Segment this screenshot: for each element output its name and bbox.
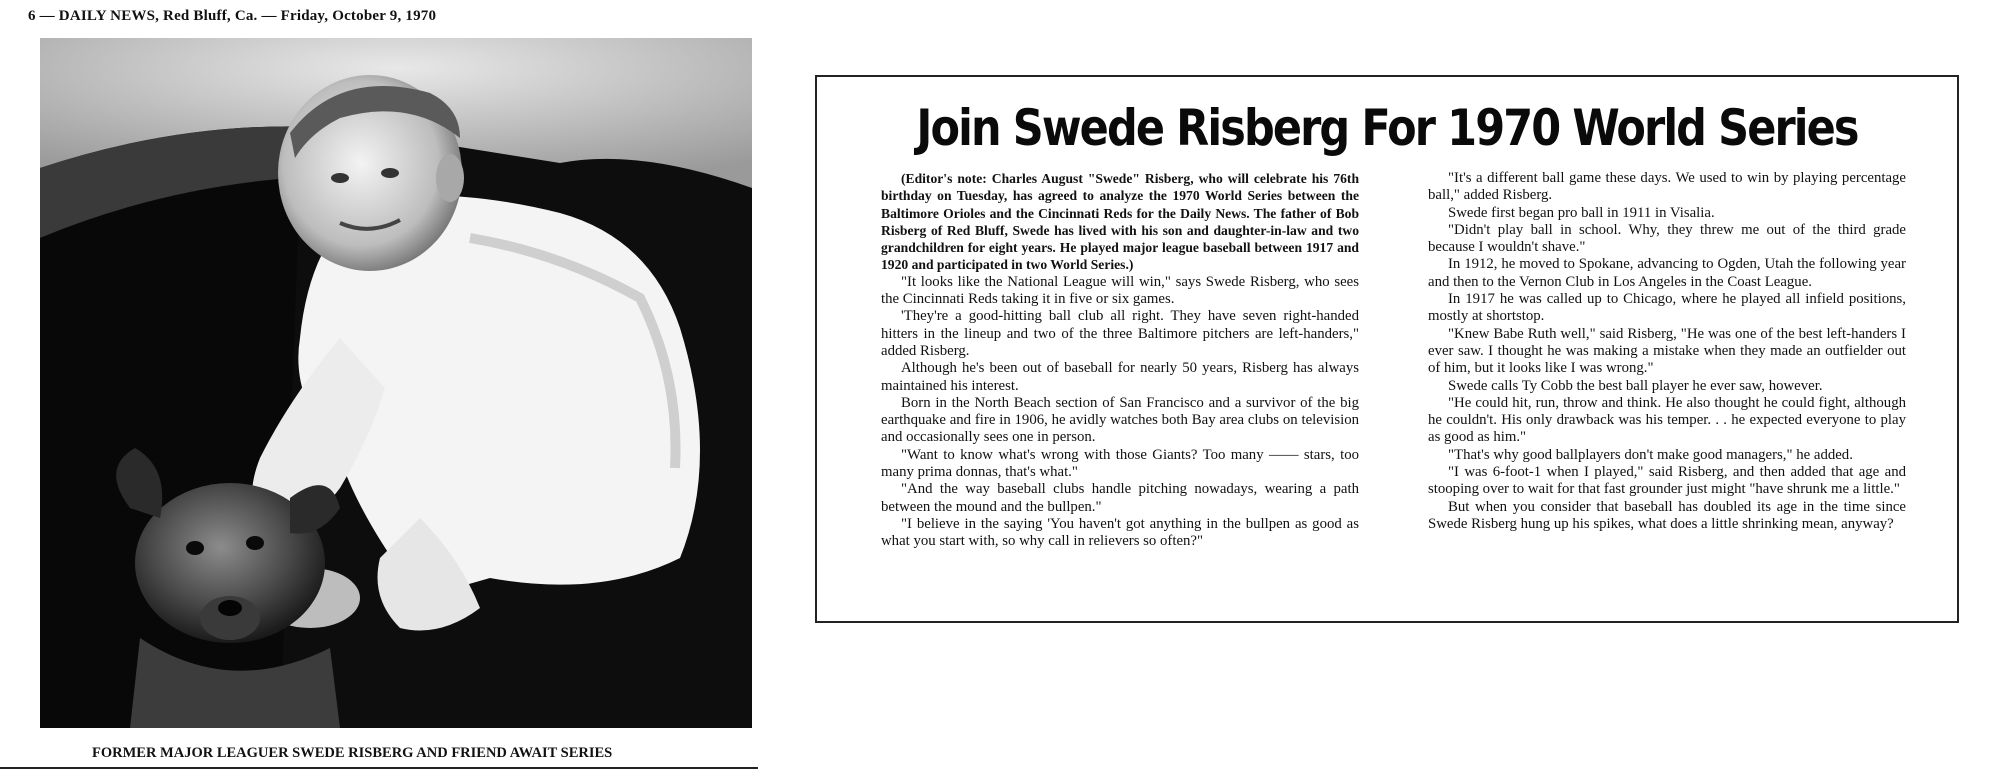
article-box: [815, 75, 1959, 623]
article-headline: Join Swede Risberg For 1970 World Series: [916, 99, 1858, 157]
newspaper-folio: 6 — DAILY NEWS, Red Bluff, Ca. — Friday, October 9, 1970: [28, 8, 437, 24]
article-paragraph: In 1912, he moved to Spokane, advancing to Ogden, Utah the following year and then to the Vernon Club in Los Angeles in the Coast League.: [1428, 256, 1906, 290]
article-paragraph: But when you consider that baseball has doubled its age in the time since Swede Risberg hung up his spikes, what does a little shrinking mean, anyway?: [1428, 498, 1906, 532]
news-photo: [40, 38, 752, 728]
photo-illustration: [40, 38, 752, 728]
article-paragraph: Swede calls Ty Cobb the best ball player he ever saw, however.: [1448, 377, 1823, 394]
article-paragraph: "I was 6-foot-1 when I played," said Risberg, and then added that age and stooping over to wait for that fast grounder just might "have shrunk me a little.": [1428, 464, 1906, 498]
article-paragraph: "And the way baseball clubs handle pitching nowadays, wearing a path between the mound and the bullpen.": [881, 481, 1359, 515]
article-paragraph: "I believe in the saying 'You haven't got anything in the bullpen as good as what you start with, so why call in relievers so often?": [881, 515, 1359, 550]
article-paragraph: "It's a different ball game these days. We used to win by playing percentage ball," added Risberg.: [1428, 170, 1906, 204]
article-paragraph: Although he's been out of baseball for nearly 50 years, Risberg has always maintained his interest.: [881, 360, 1359, 394]
article-column-right: [1428, 170, 1906, 533]
article-column-left: [881, 170, 1359, 551]
article-paragraph: "It looks like the National League will win," says Swede Risberg, who sees the Cincinnati Reds taking it in five or six games.: [881, 273, 1359, 308]
article-paragraph: "Knew Babe Ruth well," said Risberg, "He was one of the best left-handers I ever saw. I thought he was making a mistake when they made an outfielder out of him, but it looks like I was wrong.": [1428, 325, 1906, 377]
article-paragraph: 'They're a good-hitting ball club all right. They have seven right-handed hitters in the lineup and two of the three Baltimore pitchers are left-handers," added Risberg.: [881, 308, 1359, 359]
photo-caption: FORMER MAJOR LEAGUER SWEDE RISBERG AND FRIEND AWAIT SERIES: [92, 745, 613, 761]
article-paragraph: "Want to know what's wrong with those Giants? Too many —— stars, too many prima donnas, that's what.": [881, 446, 1359, 481]
article-paragraph: "Didn't play ball in school. Why, they threw me out of the third grade because I wouldn't shave.": [1428, 221, 1906, 256]
article-paragraph: In 1917 he was called up to Chicago, where he played all infield positions, mostly at shortstop.: [1428, 291, 1906, 325]
page-bottom-rule: [0, 767, 758, 769]
article-paragraph: "That's why good ballplayers don't make good managers," he added.: [1448, 446, 1853, 463]
article-paragraph: Born in the North Beach section of San Francisco and a survivor of the big earthquake and fire in 1906, he avidly watches both Bay area clubs on television and occasionally sees one in person.: [881, 394, 1359, 446]
editor-note: (Editor's note: Charles August "Swede" Risberg, who will celebrate his 76th birthday on Tuesday, has agreed to analyze the 1970 World Series between the Baltimore Orioles and the Cincinnati Reds for the Daily News. The father of Bob Risberg of Red Bluff, Swede has lived with his son and daughter-in-law and two grandchildren for eight years. He played major league baseball between 1917 and 1920 and participated in two World Series.): [881, 171, 1359, 273]
article-paragraph: Swede first began pro ball in 1911 in Visalia.: [1448, 204, 1715, 221]
article-paragraph: "He could hit, run, throw and think. He also thought he could fight, although he couldn't. His only drawback was his temper. . . he expected everyone to play as good as him.": [1428, 394, 1906, 446]
